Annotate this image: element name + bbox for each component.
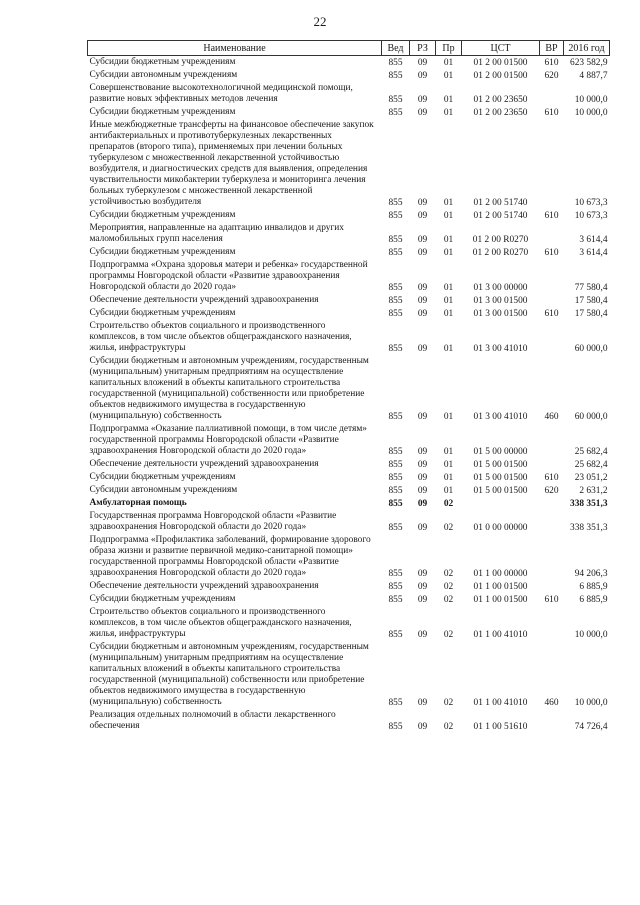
cell-ved: 855: [388, 296, 403, 306]
cell-ved: 855: [388, 71, 403, 81]
cell-vr: [540, 259, 564, 294]
cell-name: Субсидии автономным учреждениям: [89, 485, 238, 495]
cell-cst: 01 2 00 01500: [473, 71, 528, 81]
table-row: [88, 355, 610, 423]
cell-amount: 623 582,9: [570, 58, 608, 68]
cell-amount: 60 000,0: [574, 344, 608, 354]
table-row: [88, 423, 610, 458]
cell-ved: 855: [388, 582, 403, 592]
cell-rz: 09: [417, 473, 428, 483]
cell-amount: 17 580,4: [574, 296, 608, 306]
cell-name: Подпрограмма «Оказание паллиативной помощи, в том числе детям» государственной программы Новгородской области «Развитие здравоохранения Новгородской области до 2020 года»: [89, 424, 367, 456]
cell-cst: 01 3 00 00000: [473, 283, 528, 293]
page-number: 22: [313, 14, 327, 29]
cell-ved: 855: [388, 569, 403, 579]
table-row: [88, 106, 610, 119]
cell-name: Субсидии бюджетным учреждениям: [89, 210, 236, 220]
cell-amount: 10 000,0: [574, 95, 608, 105]
cell-rz: 09: [417, 235, 428, 245]
cell-vr: [540, 534, 564, 580]
cell-ved: 855: [388, 198, 403, 208]
cell-cst: 01 2 00 51740: [473, 211, 528, 221]
table-row: [88, 222, 610, 246]
cell-rz: 09: [417, 569, 428, 579]
cell-name: Субсидии автономным учреждениям: [89, 70, 238, 80]
cell-cst: 01 5 00 01500: [473, 460, 528, 470]
cell-name: Субсидии бюджетным учреждениям: [89, 594, 236, 604]
cell-name: Обеспечение деятельности учреждений здравоохранения: [89, 581, 319, 591]
cell-pr: 01: [443, 235, 454, 245]
cell-name: Обеспечение деятельности учреждений здравоохранения: [89, 459, 319, 469]
cell-rz: 09: [417, 309, 428, 319]
cell-name: Субсидии бюджетным учреждениям: [89, 247, 236, 257]
table-row: [88, 534, 610, 580]
cell-pr: 02: [443, 595, 454, 605]
cell-vr: 610: [544, 473, 559, 483]
cell-vr: 610: [544, 58, 559, 68]
cell-name: Обеспечение деятельности учреждений здравоохранения: [89, 295, 319, 305]
cell-vr: [540, 82, 564, 106]
cell-vr: [540, 497, 564, 510]
cell-vr: 610: [544, 309, 559, 319]
cell-vr: 460: [544, 698, 559, 708]
cell-pr: 01: [443, 473, 454, 483]
table-row: [88, 510, 610, 534]
cell-amount: 94 206,3: [574, 569, 608, 579]
cell-cst: 01 2 00 R0270: [472, 248, 529, 258]
budget-table: [87, 40, 610, 733]
cell-cst: 01 2 00 51740: [473, 198, 528, 208]
cell-amount: 2 631,2: [579, 486, 608, 496]
cell-ved: 855: [388, 235, 403, 245]
cell-name: Субсидии бюджетным учреждениям: [89, 107, 236, 117]
cell-rz: 09: [417, 595, 428, 605]
cell-rz: 09: [417, 722, 428, 732]
cell-amount: 10 000,0: [574, 108, 608, 118]
table-row: [88, 641, 610, 709]
table-header-row: [88, 41, 610, 56]
cell-vr: [540, 423, 564, 458]
cell-ved: 855: [388, 211, 403, 221]
cell-rz: 09: [417, 71, 428, 81]
cell-name: Реализация отдельных полномочий в области лекарственного обеспечения: [89, 710, 336, 731]
cell-rz: 09: [417, 523, 428, 533]
cell-name: Амбулаторная помощь: [89, 498, 187, 508]
cell-pr: 01: [443, 108, 454, 118]
cell-pr: 02: [443, 499, 454, 509]
table-row: [88, 320, 610, 355]
cell-pr: 01: [443, 486, 454, 496]
table-row: [88, 497, 610, 510]
cell-pr: 01: [443, 71, 454, 81]
cell-cst: 01 3 00 41010: [473, 344, 528, 354]
cell-ved: 855: [388, 499, 403, 509]
cell-cst: 01 5 00 01500: [473, 486, 528, 496]
table-row: [88, 209, 610, 222]
table-row: [88, 259, 610, 294]
cell-name: Государственная программа Новгородской области «Развитие здравоохранения Новгородской области до 2020 года»: [89, 511, 337, 532]
cell-vr: 610: [544, 108, 559, 118]
cell-vr: [540, 222, 564, 246]
cell-cst: 01 1 00 41010: [473, 630, 528, 640]
table-row: [88, 82, 610, 106]
cell-pr: 02: [443, 523, 454, 533]
cell-vr: 610: [544, 211, 559, 221]
cell-ved: 855: [388, 309, 403, 319]
cell-amount: 6 885,9: [579, 595, 608, 605]
cell-cst: 01 5 00 01500: [473, 473, 528, 483]
table-row: [88, 119, 610, 209]
table-row: [88, 246, 610, 259]
cell-ved: 855: [388, 698, 403, 708]
header-name: Наименование: [88, 41, 382, 56]
cell-amount: 10 673,3: [574, 198, 608, 208]
cell-pr: 01: [443, 248, 454, 258]
cell-pr: 01: [443, 211, 454, 221]
cell-cst: 01 3 00 01500: [473, 309, 528, 319]
cell-cst: 01 3 00 41010: [473, 412, 528, 422]
cell-rz: 09: [417, 108, 428, 118]
cell-name: Субсидии бюджетным учреждениям: [89, 57, 236, 67]
table-row: [88, 56, 610, 70]
cell-pr: 01: [443, 58, 454, 68]
cell-rz: 09: [417, 296, 428, 306]
cell-name: Мероприятия, направленные на адаптацию инвалидов и других маломобильных групп населения: [89, 223, 344, 244]
cell-pr: 02: [443, 569, 454, 579]
table-row: [88, 294, 610, 307]
cell-name: Субсидии бюджетным и автономным учреждениям, государственным (муниципальным) унитарным предприятиям на осуществление капитальных вложений в объекты капитального строительства государственной (муниципальной) собственности или приобретение объектов недвижимого имущества в государственную (муниципальную) собственность: [89, 356, 369, 421]
cell-cst: 01 1 00 01500: [473, 595, 528, 605]
cell-vr: 610: [544, 248, 559, 258]
cell-rz: 09: [417, 698, 428, 708]
cell-amount: 10 000,0: [574, 698, 608, 708]
cell-cst: 01 2 00 23650: [473, 108, 528, 118]
cell-name: Совершенствование высокотехнологичной медицинской помощи, развитие новых эффективных методов лечения: [89, 83, 353, 104]
cell-amount: 4 887,7: [579, 71, 608, 81]
cell-ved: 855: [388, 95, 403, 105]
cell-ved: 855: [388, 248, 403, 258]
cell-vr: 620: [544, 71, 559, 81]
table-row: [88, 484, 610, 497]
cell-name: Иные межбюджетные трансферты на финансовое обеспечение закупок антибактериальных и противотуберкулезных лекарственных препаратов (второго типа), применяемых при лечении больных туберкулезом с множественной лекарственной устойчивостью возбудителя, и диагностических средств для выявления, определения чувствительности микобактерии туберкулеза и мониторинга лечения больных туберкулезом с множественной лекарственной устойчивостью возбудителя: [89, 120, 374, 207]
header-amount: 2016 год: [564, 41, 610, 56]
header-rz: РЗ: [410, 41, 436, 56]
cell-name: Строительство объектов социального и производственного комплексов, в том числе объектов общегражданского назначения, жилья, инфраструктуры: [89, 607, 352, 639]
cell-ved: 855: [388, 460, 403, 470]
cell-ved: 855: [388, 447, 403, 457]
cell-amount: 10 673,3: [574, 211, 608, 221]
cell-rz: 09: [417, 486, 428, 496]
cell-cst: 01 1 00 00000: [473, 569, 528, 579]
cell-cst: 01 3 00 01500: [473, 296, 528, 306]
header-vr: ВР: [540, 41, 564, 56]
cell-name: Подпрограмма «Профилактика заболеваний, формирование здорового образа жизни и развитие первичной медико-санитарной помощи» государственной программы Новгородской области «Развитие здравоохранения Новгородской области до 2020 года»: [89, 535, 371, 578]
cell-rz: 09: [417, 412, 428, 422]
header-ved: Вед: [382, 41, 410, 56]
cell-amount: 74 726,4: [574, 722, 608, 732]
cell-amount: 25 682,4: [574, 447, 608, 457]
cell-vr: [540, 458, 564, 471]
table-row: [88, 471, 610, 484]
cell-rz: 09: [417, 630, 428, 640]
cell-pr: 01: [443, 460, 454, 470]
cell-ved: 855: [388, 473, 403, 483]
header-cst: ЦСТ: [462, 41, 540, 56]
cell-pr: 02: [443, 582, 454, 592]
table-row: [88, 69, 610, 82]
cell-pr: 01: [443, 309, 454, 319]
cell-ved: 855: [388, 412, 403, 422]
cell-name: Строительство объектов социального и производственного комплексов, в том числе объектов общегражданского назначения, жилья, инфраструктуры: [89, 321, 352, 353]
cell-pr: 01: [443, 447, 454, 457]
cell-rz: 09: [417, 447, 428, 457]
cell-rz: 09: [417, 460, 428, 470]
cell-cst: 01 1 00 51610: [473, 722, 528, 732]
cell-ved: 855: [388, 595, 403, 605]
cell-vr: [540, 709, 564, 733]
cell-pr: 02: [443, 630, 454, 640]
cell-vr: [540, 510, 564, 534]
cell-amount: 3 614,4: [579, 248, 608, 258]
cell-vr: [540, 320, 564, 355]
cell-cst: 01 1 00 01500: [473, 582, 528, 592]
cell-pr: 01: [443, 95, 454, 105]
table-body: [88, 56, 610, 734]
cell-cst: [462, 497, 540, 510]
cell-cst: 01 1 00 41010: [473, 698, 528, 708]
cell-amount: 6 885,9: [579, 582, 608, 592]
cell-vr: [540, 294, 564, 307]
cell-amount: 10 000,0: [574, 630, 608, 640]
table-row: [88, 709, 610, 733]
cell-ved: 855: [388, 486, 403, 496]
cell-cst: 01 5 00 00000: [473, 447, 528, 457]
cell-amount: 17 580,4: [574, 309, 608, 319]
cell-vr: [540, 606, 564, 641]
cell-amount: 25 682,4: [574, 460, 608, 470]
table-row: [88, 458, 610, 471]
cell-pr: 01: [443, 296, 454, 306]
table-row: [88, 580, 610, 593]
cell-ved: 855: [388, 630, 403, 640]
cell-name: Субсидии бюджетным и автономным учреждениям, государственным (муниципальным) унитарным предприятиям на осуществление капитальных вложений в объекты капитального строительства государственной (муниципальной) собственности или приобретение объектов недвижимого имущества в государственную (муниципальную) собственность: [89, 642, 369, 707]
cell-cst: 01 2 00 01500: [473, 58, 528, 68]
cell-ved: 855: [388, 283, 403, 293]
cell-vr: [540, 580, 564, 593]
cell-amount: 60 000,0: [574, 412, 608, 422]
table-row: [88, 593, 610, 606]
cell-ved: 855: [388, 58, 403, 68]
cell-rz: 09: [417, 248, 428, 258]
cell-pr: 01: [443, 412, 454, 422]
cell-amount: 3 614,4: [579, 235, 608, 245]
cell-pr: 02: [443, 698, 454, 708]
cell-amount: 338 351,3: [570, 499, 608, 509]
table-row: [88, 606, 610, 641]
cell-amount: 23 051,2: [574, 473, 608, 483]
cell-cst: 01 0 00 00000: [473, 523, 528, 533]
cell-vr: [540, 119, 564, 209]
cell-pr: 01: [443, 344, 454, 354]
cell-rz: 09: [417, 582, 428, 592]
cell-vr: 620: [544, 486, 559, 496]
cell-name: Субсидии бюджетным учреждениям: [89, 472, 236, 482]
cell-vr: 460: [544, 412, 559, 422]
cell-pr: 01: [443, 283, 454, 293]
cell-rz: 09: [417, 95, 428, 105]
cell-name: Подпрограмма «Охрана здоровья матери и ребенка» государственной программы Новгородской области «Развитие здравоохранения Новгородской области до 2020 года»: [89, 260, 368, 292]
cell-ved: 855: [388, 344, 403, 354]
cell-rz: 09: [417, 344, 428, 354]
cell-vr: 610: [544, 595, 559, 605]
header-pr: Пр: [436, 41, 462, 56]
cell-amount: 338 351,3: [570, 523, 608, 533]
cell-rz: 09: [417, 211, 428, 221]
cell-rz: 09: [417, 499, 428, 509]
cell-rz: 09: [417, 58, 428, 68]
cell-ved: 855: [388, 108, 403, 118]
cell-rz: 09: [417, 198, 428, 208]
cell-rz: 09: [417, 283, 428, 293]
cell-ved: 855: [388, 722, 403, 732]
cell-cst: 01 2 00 23650: [473, 95, 528, 105]
cell-pr: 02: [443, 722, 454, 732]
cell-ved: 855: [388, 523, 403, 533]
cell-name: Субсидии бюджетным учреждениям: [89, 308, 236, 318]
table-row: [88, 307, 610, 320]
cell-amount: 77 580,4: [574, 283, 608, 293]
cell-pr: 01: [443, 198, 454, 208]
cell-cst: 01 2 00 R0270: [472, 235, 529, 245]
